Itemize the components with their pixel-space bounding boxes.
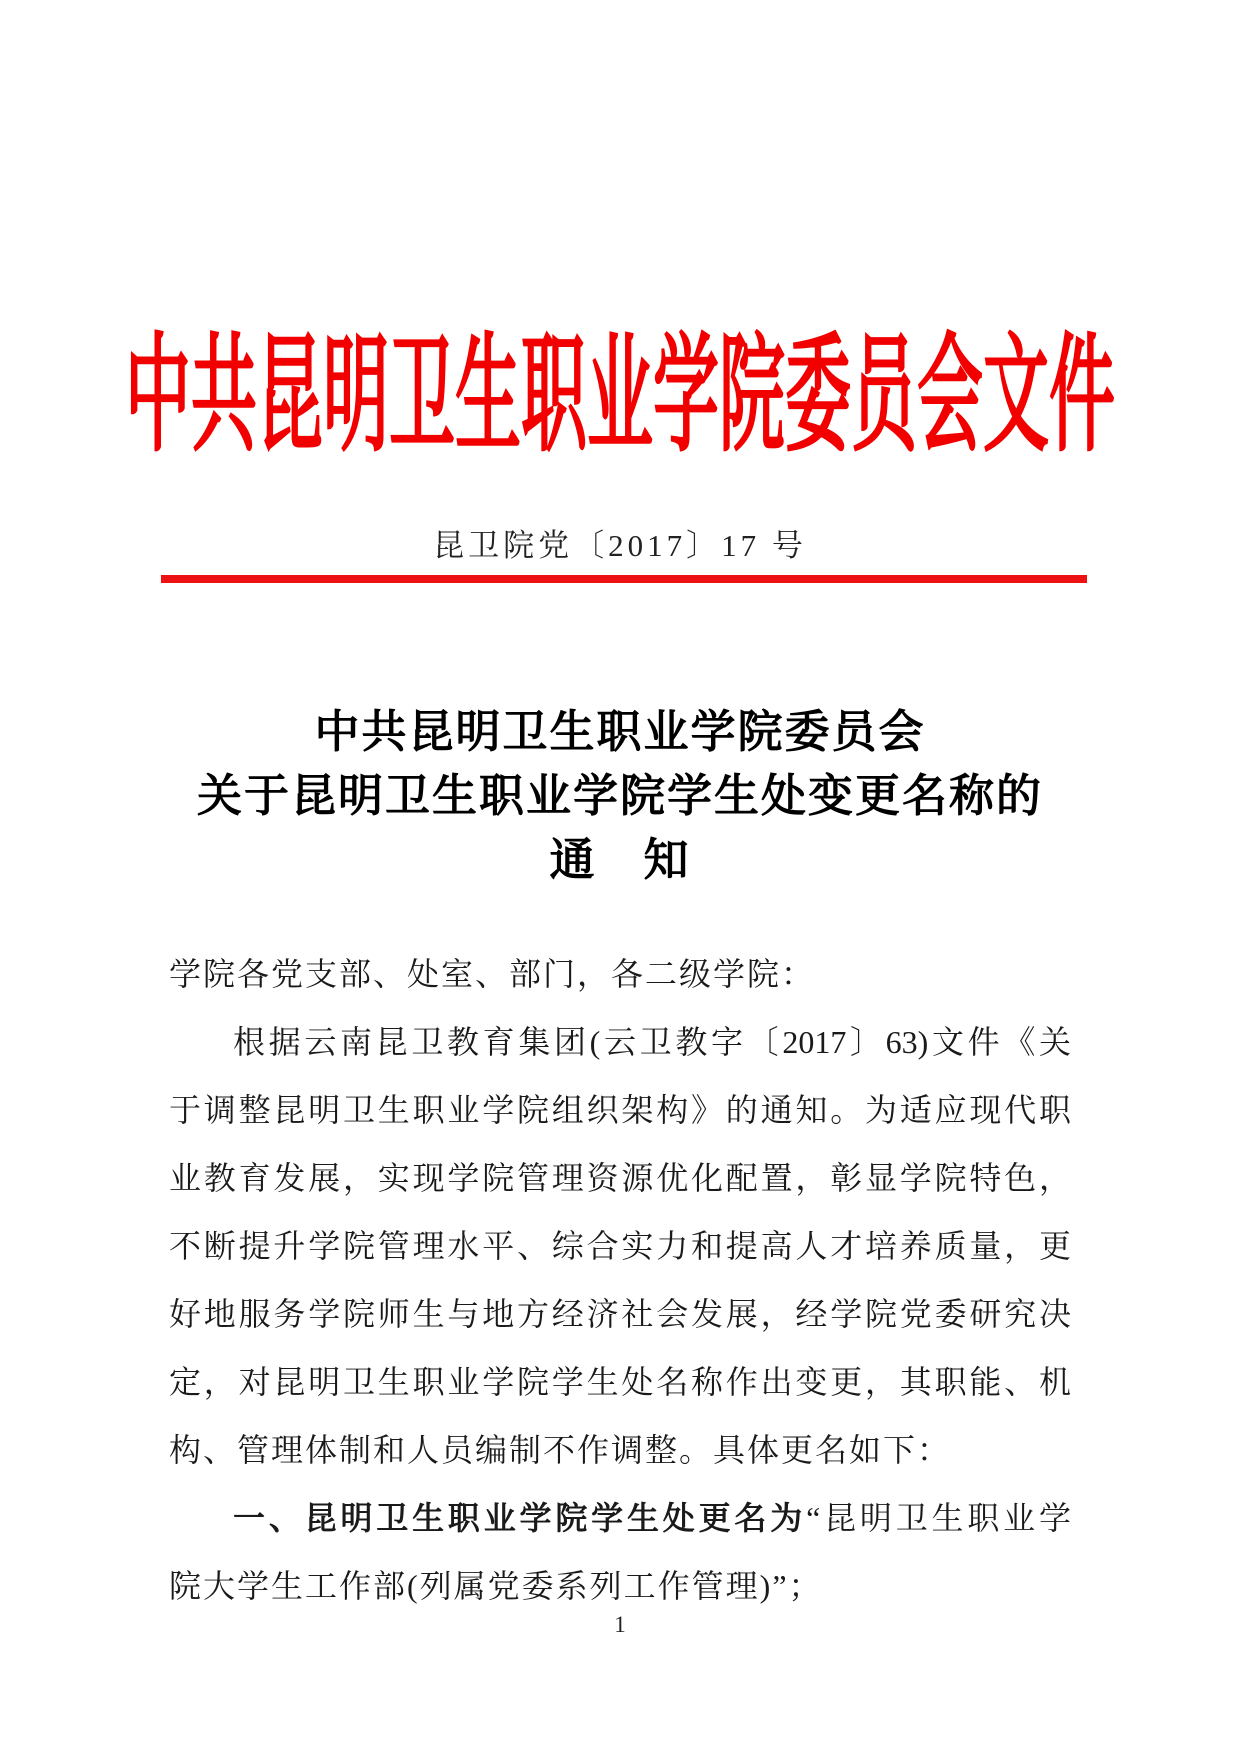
red-header-title: 中共昆明卫生职业学院委员会文件	[125, 326, 1115, 469]
title-line-3: 通 知	[549, 835, 691, 885]
title-line-2: 关于昆明卫生职业学院学生处变更名称的	[196, 771, 1043, 821]
body-line: 好地服务学院师生与地方经济社会发展，经学院党委研究决	[169, 1296, 1071, 1332]
body-line: 业教育发展，实现学院管理资源优化配置，彰显学院特色，	[169, 1160, 1071, 1196]
document-number: 昆卫院党〔2017〕17 号	[433, 528, 807, 563]
document-body	[169, 940, 1071, 1620]
body-line: 定，对昆明卫生职业学院学生处名称作出变更，其职能、机	[169, 1364, 1071, 1400]
document-title	[0, 700, 1240, 892]
item-1-regular-text: “昆明卫生职业学	[806, 1500, 1071, 1536]
body-line: 院大学生工作部(列属党委系列工作管理)”；	[169, 1568, 823, 1604]
body-line: 于调整昆明卫生职业学院组织架构》的通知。为适应现代职	[169, 1092, 1071, 1128]
red-divider-line	[161, 575, 1087, 583]
red-header-banner	[0, 326, 1240, 474]
item-1-bold-text: 一、昆明卫生职业学院学生处更名为	[233, 1500, 807, 1536]
page-number: 1	[614, 1612, 626, 1637]
salutation-line: 学院各党支部、处室、部门，各二级学院：	[169, 956, 816, 992]
body-item-line	[169, 1484, 1071, 1552]
body-line: 不断提升学院管理水平、综合实力和提高人才培养质量，更	[169, 1228, 1071, 1264]
title-line-1: 中共昆明卫生职业学院委员会	[314, 707, 926, 757]
body-line: 根据云南昆卫教育集团(云卫教字〔2017〕63)文件《关	[233, 1024, 1071, 1060]
body-line: 构、管理体制和人员编制不作调整。具体更名如下：	[169, 1432, 952, 1468]
